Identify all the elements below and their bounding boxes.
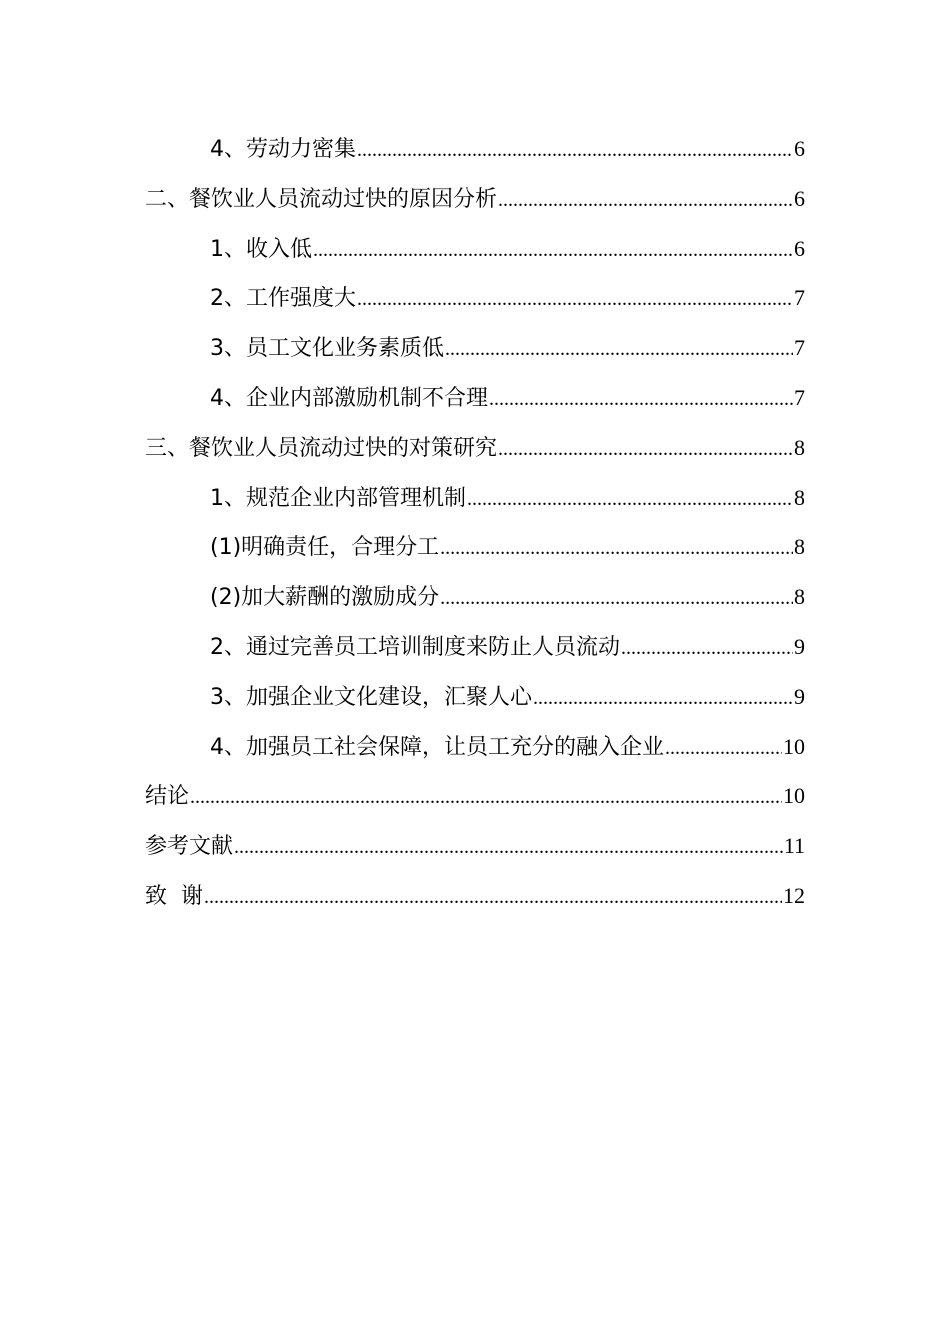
toc-dot-leader [440,574,793,624]
toc-entry [145,174,805,224]
toc-entry [145,473,805,523]
toc-entry [145,622,805,672]
toc-dot-leader [357,126,793,176]
toc-entry-label: 餐饮业人员流动过快的原因分析 [189,186,498,212]
toc-entry [145,572,805,622]
toc-entry-label: 2、工作强度大 [210,286,356,312]
toc-entry-label: 参考文献 [145,834,234,860]
toc-page-number: 8 [794,534,805,560]
toc-entry-label: 结论 [145,784,190,810]
toc-entry-label: 3、加强企业文化建设，汇聚人心 [210,684,532,710]
toc-entry [145,323,805,373]
toc-entry [145,821,805,871]
table-of-contents [145,124,805,921]
toc-page-number: 9 [794,683,805,709]
toc-entry [145,423,805,473]
toc-entry-label: 4、劳动力密集 [210,137,356,162]
toc-page-number: 6 [794,136,805,161]
toc-dot-leader [467,475,793,525]
toc-entry [145,373,805,423]
toc-dot-leader [234,823,783,873]
toc-page-number: 7 [794,335,805,361]
toc-entry [145,871,805,921]
toc-dot-leader [498,176,793,226]
toc-entry-label: (1)明确责任，合理分工 [210,535,440,561]
toc-dot-leader [190,773,782,823]
toc-dot-leader [440,524,793,574]
toc-page-number: 11 [783,833,805,859]
toc-entry-label: 4、加强员工社会保障，让员工充分的融入企业 [210,734,664,760]
toc-page-number: 6 [794,185,805,211]
toc-entry [145,522,805,572]
toc-entry [145,224,805,274]
toc-dot-leader [489,375,793,425]
toc-dot-leader [665,724,782,774]
toc-entry [145,124,805,174]
toc-page-number: 7 [794,285,805,311]
toc-chapter-number: 三、 [145,435,190,461]
toc-entry-label: (2)加大薪酬的激励成分 [210,585,440,611]
toc-entry-label: 1、规范企业内部管理机制 [210,485,466,511]
toc-page-number: 10 [783,733,805,759]
toc-page-number: 8 [794,584,805,610]
toc-entry [145,771,805,821]
toc-entry-label: 4、企业内部激励机制不合理 [210,385,488,411]
toc-page-number: 10 [783,783,805,809]
toc-entry-label: 3、员工文化业务素质低 [210,336,444,362]
toc-page-number: 8 [794,484,805,510]
toc-dot-leader [533,674,793,724]
toc-page-number: 7 [794,384,805,410]
toc-dot-leader [357,275,793,325]
toc-dot-leader [498,425,793,475]
toc-page-number: 9 [794,633,805,659]
toc-chapter-number: 二、 [145,186,190,212]
toc-entry-label: 餐饮业人员流动过快的对策研究 [189,435,498,461]
toc-dot-leader [204,873,782,923]
toc-page-number: 8 [794,434,805,460]
toc-entry [145,722,805,772]
toc-dot-leader [621,624,793,674]
toc-entry [145,273,805,323]
toc-page-number: 6 [794,235,805,261]
toc-entry-label: 1、收入低 [210,236,312,262]
toc-page-number: 12 [783,882,805,908]
toc-entry-label: 2、通过完善员工培训制度来防止人员流动 [210,634,620,660]
toc-dot-leader [445,325,793,375]
toc-dot-leader [313,226,793,276]
toc-entry [145,672,805,722]
toc-entry-label: 致 谢 [145,883,203,909]
